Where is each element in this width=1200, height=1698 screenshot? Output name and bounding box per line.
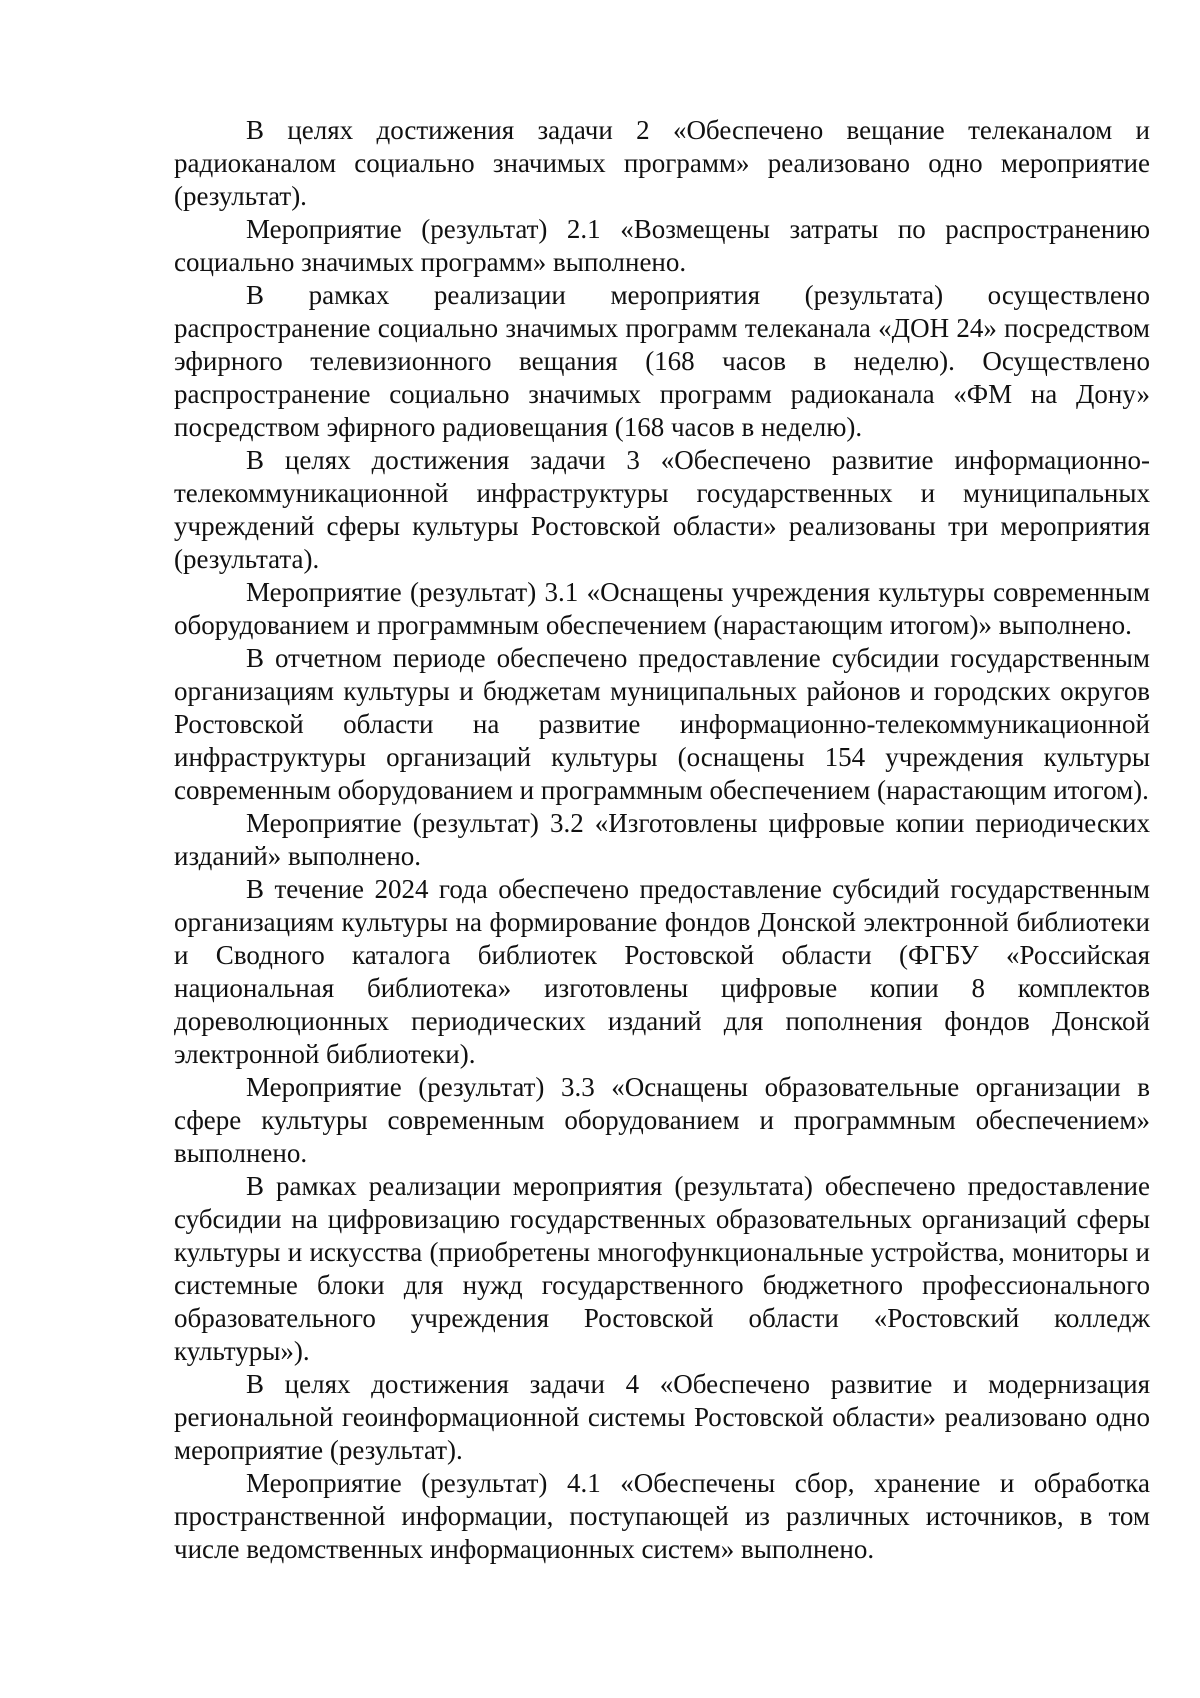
paragraph-measure-3-2-details: В течение 2024 года обеспечено предоставление субсидий государственным организациям культуры на формирование фондов Донской электронной библиотеки и Сводного каталога библиотек Ростовской области (ФГБУ «Российская национальная библиотека» изготовлены цифровые копии 8 комплектов дореволюционных периодических изданий для пополнения фондов Донской электронной библиотеки). [174,874,1150,1069]
paragraph-measure-3-1-details: В отчетном периоде обеспечено предоставление субсидии государственным организациям культуры и бюджетам муниципальных районов и городских округов Ростовской области на развитие информационно-телекоммуникационной инфраструктуры организаций культуры (оснащены 154 учреждения культуры современным оборудованием и программным обеспечением (нарастающим итогом). [174,643,1150,805]
paragraph-measure-2-1: Мероприятие (результат) 2.1 «Возмещены затраты по распространению социально значимых программ» выполнено. [174,214,1150,277]
document-body [174,114,1150,1566]
paragraph-task-4-intro: В целях достижения задачи 4 «Обеспечено развитие и модернизация региональной геоинформационной системы Ростовской области» реализовано одно мероприятие (результат). [174,1369,1150,1465]
paragraph-measure-3-3-details: В рамках реализации мероприятия (результата) обеспечено предоставление субсидии на цифровизацию государственных образовательных организаций сферы культуры и искусства (приобретены многофункциональные устройства, мониторы и системные блоки для нужд государственного бюджетного профессионального образовательного учреждения Ростовской области «Ростовский колледж культуры»). [174,1171,1150,1366]
paragraph-measure-3-1: Мероприятие (результат) 3.1 «Оснащены учреждения культуры современным оборудованием и программным обеспечением (нарастающим итогом)» выполнено. [174,577,1150,640]
paragraph-task-3-intro: В целях достижения задачи 3 «Обеспечено развитие информационно-телекоммуникационной инфраструктуры государственных и муниципальных учреждений сферы культуры Ростовской области» реализованы три мероприятия (результата). [174,445,1150,574]
paragraph-measure-4-1: Мероприятие (результат) 4.1 «Обеспечены сбор, хранение и обработка пространственной информации, поступающей из различных источников, в том числе ведомственных информационных систем» выполнено. [174,1468,1150,1564]
paragraph-measure-3-2: Мероприятие (результат) 3.2 «Изготовлены цифровые копии периодических изданий» выполнено. [174,808,1150,871]
paragraph-measure-2-1-details: В рамках реализации мероприятия (результата) осуществлено распространение социально значимых программ телеканала «ДОН 24» посредством эфирного телевизионного вещания (168 часов в неделю). Осуществлено распространение социально значимых программ радиоканала «ФМ на Дону» посредством эфирного радиовещания (168 часов в неделю). [174,280,1150,442]
paragraph-task-2-intro: В целях достижения задачи 2 «Обеспечено вещание телеканалом и радиоканалом социально значимых программ» реализовано одно мероприятие (результат). [174,115,1150,211]
paragraph-measure-3-3: Мероприятие (результат) 3.3 «Оснащены образовательные организации в сфере культуры современным оборудованием и программным обеспечением» выполнено. [174,1072,1150,1168]
